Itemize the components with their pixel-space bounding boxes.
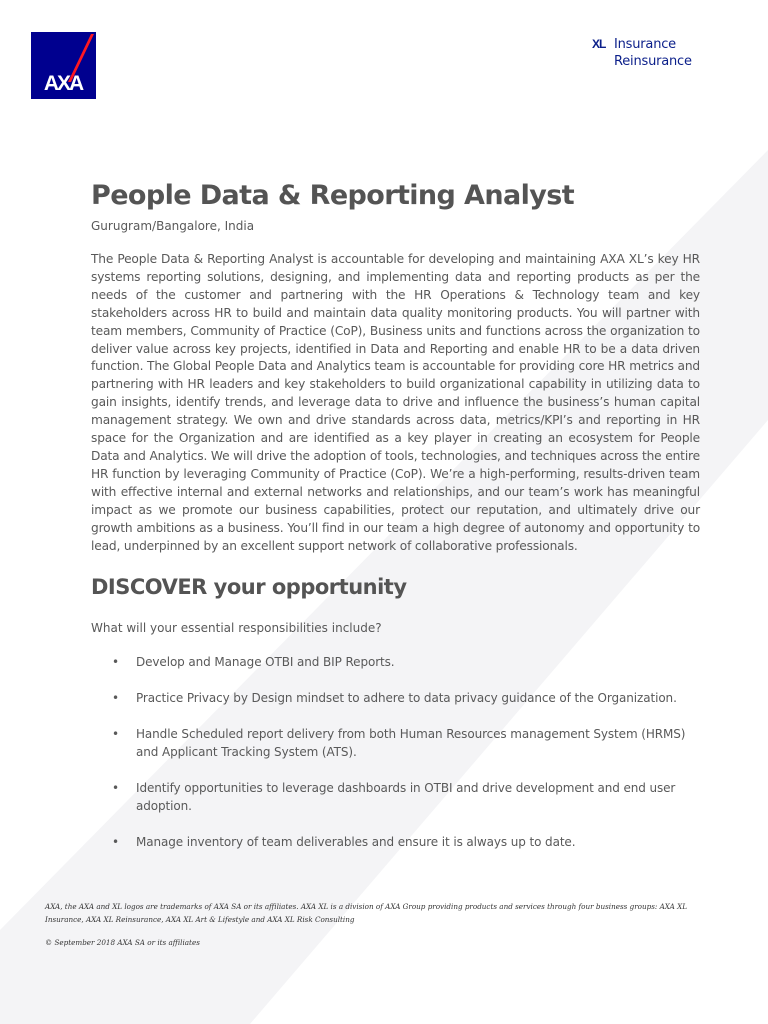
xl-mark-icon: XL bbox=[592, 37, 606, 51]
copyright-notice: © September 2018 AXA SA or its affiliates bbox=[45, 938, 200, 947]
responsibility-text: Identify opportunities to leverage dashboards in OTBI and drive development and end user adoption. bbox=[136, 781, 676, 813]
opportunity-heading: DISCOVER your opportunity bbox=[91, 575, 407, 599]
responsibility-text: Handle Scheduled report delivery from both Human Resources management System (HRMS) and Applicant Tracking System (ATS). bbox=[136, 727, 686, 759]
job-location: Gurugram/Bangalore, India bbox=[91, 219, 255, 233]
axa-logo bbox=[31, 32, 96, 99]
responsibility-item bbox=[91, 653, 711, 671]
responsibilities-list bbox=[91, 653, 711, 869]
axa-logo-text: AXA bbox=[43, 72, 83, 95]
xl-logo-line-insurance: Insurance bbox=[614, 37, 676, 52]
responsibility-item bbox=[91, 725, 711, 761]
axa-xl-logo bbox=[592, 37, 712, 73]
axa-logo-icon bbox=[31, 32, 96, 99]
responsibility-text: Manage inventory of team deliverables and ensure it is always up to date. bbox=[136, 835, 576, 849]
responsibility-item bbox=[91, 689, 711, 707]
bullet-icon: • bbox=[112, 655, 119, 669]
bullet-icon: • bbox=[112, 781, 119, 795]
bullet-icon: • bbox=[112, 835, 119, 849]
job-intro-paragraph: The People Data & Reporting Analyst is accountable for developing and maintaining AXA XL’s key HR systems reporting solutions, designing, and implementing data and reporting products as per the needs of the customer and partnering with the HR Operations & Technology team and key stakeholders across HR to build and maintain data quality monitoring products. You will partner with team members, Community of Practice (CoP), Business units and functions across the organization to deliver value across key projects, identified in Data and Reporting and enable HR to be a data driven function. The Global People Data and Analytics team is accountable for providing core HR metrics and partnering with HR leaders and key stakeholders to build organizational capability in utilizing data to gain insights, identify trends, and leverage data to drive and influence the business’s human capital management strategy. We own and drive standards across data, metrics/KPI’s and reporting in HR space for the Organization and are identified as a key player in creating an ecosystem for People Data and Analytics. We will drive the adoption of tools, technologies, and techniques across the entire HR function by leveraging Community of Practice (CoP). We’re a high-performing, results-driven team with effective internal and external networks and relationships, and our team’s work has meaningful impact as we promote our business capabilities, protect our reputation, and ultimately drive our growth ambitions as a business. You’ll find in our team a high degree of autonomy and opportunity to lead, underpinned by an excellent support network of collaborative professionals. bbox=[91, 252, 700, 553]
responsibility-text: Practice Privacy by Design mindset to adhere to data privacy guidance of the Organization. bbox=[136, 691, 677, 705]
trademark-notice: AXA, the AXA and XL logos are trademarks of AXA SA or its affiliates. AXA XL is a division of AXA Group providing products and services through four business groups: AXA XL Insurance, AXA XL Reinsurance, AXA XL Art & Lifestyle and AXA XL Risk Consulting bbox=[45, 902, 688, 924]
responsibilities-question: What will your essential responsibilities include? bbox=[91, 621, 382, 635]
xl-logo-line-reinsurance: Reinsurance bbox=[614, 54, 692, 69]
bullet-icon: • bbox=[112, 691, 119, 705]
responsibility-item bbox=[91, 779, 711, 815]
bullet-icon: • bbox=[112, 727, 119, 741]
responsibility-text: Develop and Manage OTBI and BIP Reports. bbox=[136, 655, 395, 669]
responsibility-item bbox=[91, 833, 711, 851]
job-title: People Data & Reporting Analyst bbox=[91, 180, 575, 211]
